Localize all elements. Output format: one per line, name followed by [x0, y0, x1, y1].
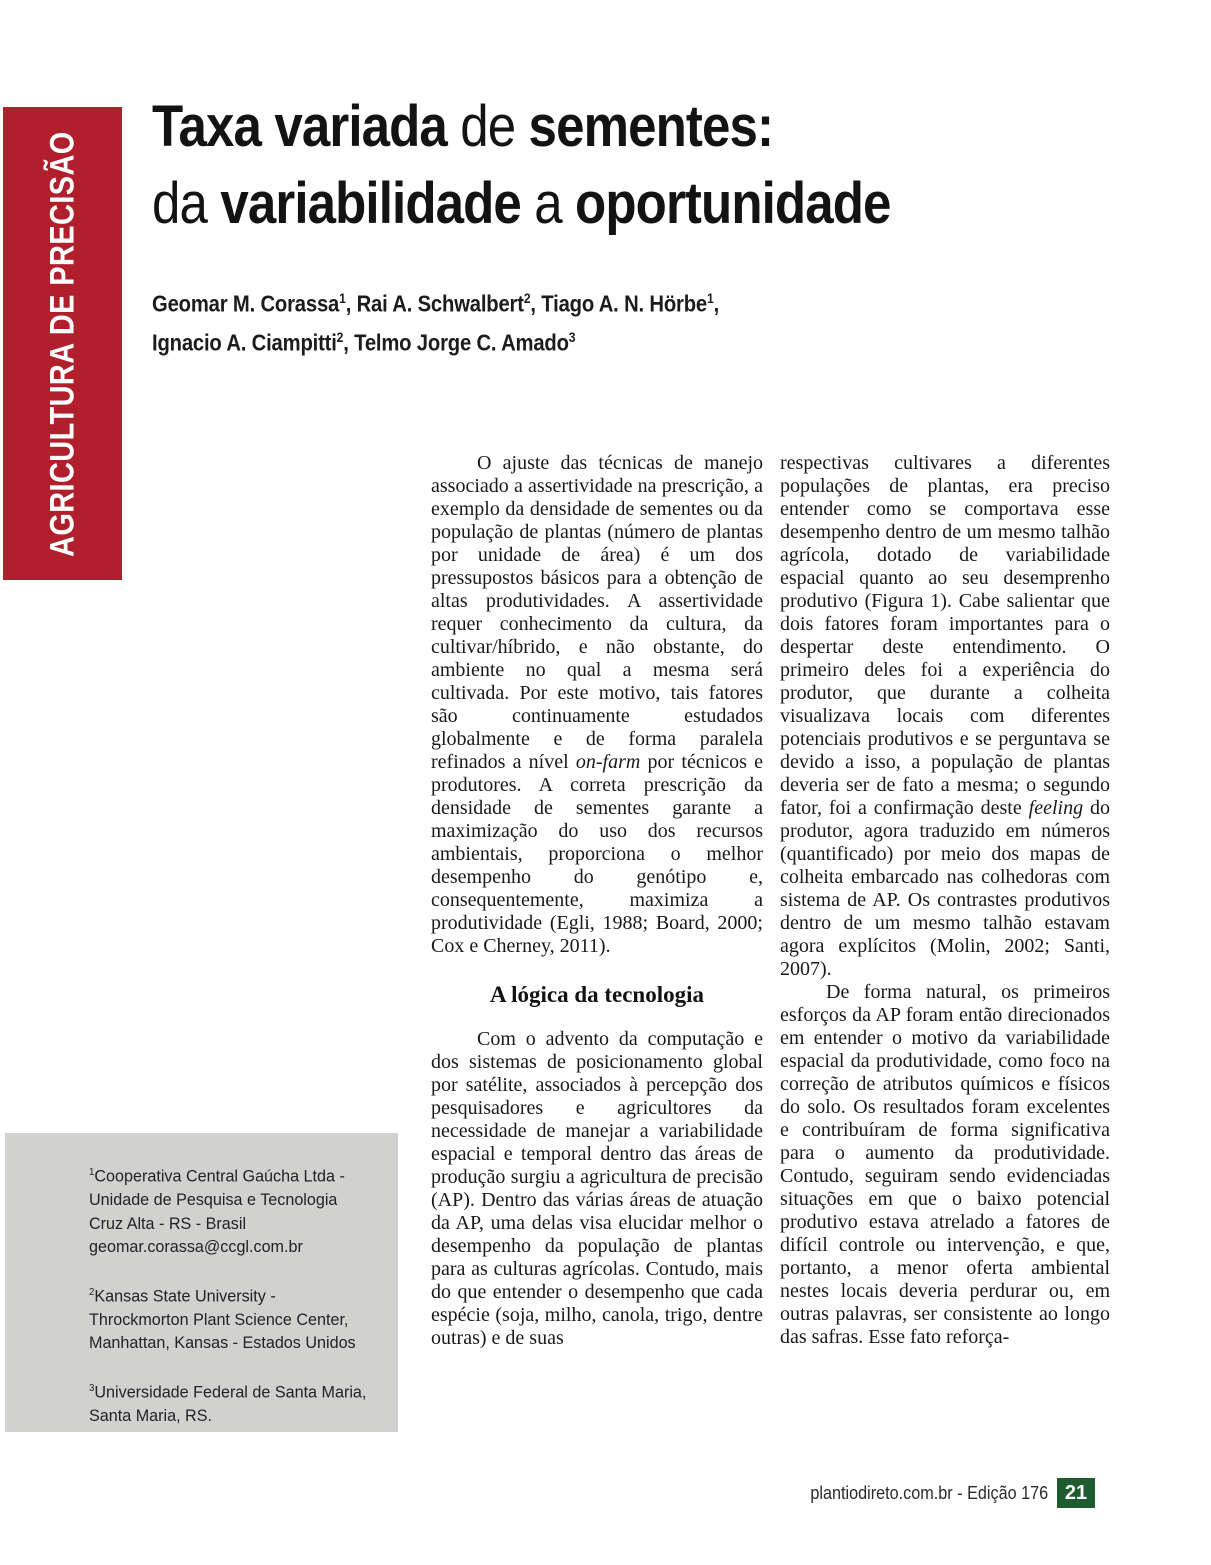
category-banner — [3, 107, 122, 580]
affiliation-line: Unidade de Pesquisa e Tecnologia — [89, 1190, 338, 1210]
text-run: , Tiago A. N. Hörbe — [530, 290, 708, 317]
text-run: O ajuste das técnicas de manejo associado a assertividade na prescrição, a exemplo da densidade de sementes ou da população de plantas (número de plantas por unidade de área) é um dos pressupostos básicos para a obtenção de altas produtividades. A assertividade requer conhecimento da cultura, da cultivar/híbrido, e não obstante, do ambiente no qual a mesma será cultivada. Por este motivo, tais fatores são continuamente estudados globalmente e de forma paralela refinados a nível — [431, 452, 763, 773]
text-run: sementes: — [528, 94, 774, 159]
text-run: 3 — [568, 329, 576, 345]
affiliation-line: Cruz Alta - RS - Brasil — [89, 1213, 247, 1233]
category-label-text: AGRICULTURA DE PRECISÃO — [43, 130, 81, 557]
affiliation-superscript: 1 — [89, 1167, 95, 1178]
affiliation-item — [89, 1281, 365, 1355]
affiliations-box — [5, 1133, 398, 1432]
body-paragraph — [431, 1028, 763, 1350]
category-label — [3, 107, 122, 580]
text-run: Geomar M. Corassa — [152, 290, 340, 317]
affiliation-line: Cooperativa Central Gaúcha Ltda - — [94, 1166, 345, 1186]
body-paragraph — [780, 981, 1110, 1349]
text-run: respectivas cultivares a diferentes populações de plantas, era preciso entender como se comportava esse desempenho dentro de um mesmo talhão agrícola, dotado de variabilidade espacial quanto ao seu desemprenho produtivo (Figura 1). Cabe salientar que dois fatores foram importantes para o despertar deste entendimento. O primeiro deles foi a experiência do produtor, que durante a colheita visualizava locais com diferentes potenciais produtivos e se perguntava se devido a isso, a população de plantas deveria ser de fato a mesma; o segundo fator, foi a confirmação deste — [780, 452, 1110, 819]
text-run: variabilidade — [220, 171, 535, 236]
affiliation-superscript: 3 — [89, 1382, 95, 1394]
text-run: a — [534, 171, 576, 236]
body-paragraph — [431, 452, 763, 958]
text-run: 2 — [336, 329, 344, 345]
affiliation-line: geomar.corassa@ccgl.com.br — [89, 1237, 303, 1257]
text-run: da — [152, 171, 221, 236]
authors-line — [152, 282, 796, 359]
affiliation-line: Throckmorton Plant Science Center, — [89, 1309, 349, 1329]
text-run: , Telmo Jorge C. Amado — [343, 329, 569, 356]
text-run: Taxa variada — [152, 94, 461, 159]
affiliation-item — [89, 1161, 365, 1259]
body-column-left — [431, 452, 763, 1350]
text-run: 1 — [707, 291, 714, 306]
affiliation-line: Universidade Federal de Santa Maria, — [94, 1382, 367, 1402]
title-line — [152, 165, 891, 242]
affiliation-line: Manhattan, Kansas - Estados Unidos — [89, 1333, 356, 1353]
text-run: do produtor, agora traduzido em números (quantificado) por meio dos mapas de colheita embarcado nas colhedoras com sistema de AP. Os contrastes produtivos dentro de um mesmo talhão estavam agora explícitos (Molin, 2002; Santi, 2007). — [780, 797, 1110, 980]
section-heading: A lógica da tecnologia — [489, 982, 705, 1007]
text-run: feeling — [1028, 797, 1084, 819]
text-run: por técnicos e produtores. A correta prescrição da densidade de sementes garante a maximização do uso dos recursos ambientais, proporciona o melhor desempenho do genótipo e, consequentemente, maximiza a produtividade (Egli, 1988; Board, 2000; Cox e Cherney, 2011). — [431, 751, 763, 957]
affiliation-superscript: 2 — [89, 1286, 95, 1298]
text-run: Com o advento da computação e dos sistemas de posicionamento global por satélite, associados à percepção dos pesquisadores e agricultores da necessidade de manejar a variabilidade espacial e temporal dentro das áreas de produção surgiu a agricultura de precisão (AP). Dentro das várias áreas de atuação da AP, uma delas visa elucidar melhor o desempenho da população de plantas para as culturas agrícolas. Contudo, mais do que entender o desempenho que cada espécie (soja, milho, canola, trigo, dentre outras) e de suas — [431, 1028, 763, 1349]
article-title — [152, 88, 991, 242]
affiliation-item — [89, 1377, 365, 1428]
page-number-badge: 21 — [1057, 1478, 1095, 1508]
body-column-right — [780, 452, 1110, 1349]
text-run: on-farm — [575, 751, 641, 773]
author-line — [152, 282, 719, 321]
footer-site-edition: plantiodireto.com.br - Edição 176 — [810, 1482, 1048, 1503]
text-run: Ignacio A. Ciampitti — [152, 329, 337, 356]
affiliation-line: Santa Maria, RS. — [89, 1405, 212, 1425]
text-run: 1 — [339, 291, 346, 306]
body-paragraph — [780, 452, 1110, 981]
text-run: 2 — [523, 291, 531, 306]
text-run: , — [713, 290, 720, 317]
author-line — [152, 321, 719, 360]
affiliation-line: Kansas State University - — [94, 1286, 276, 1306]
title-line — [152, 88, 891, 165]
text-run: De forma natural, os primeiros esforços da AP foram então direcionados em entender o motivo da variabilidade espacial da produtividade, como foco na correção de atributos químicos e físicos do solo. Os resultados foram excelentes e contribuíram de forma significativa para o aumento da produtividade. Contudo, seguiram sendo evidenciadas situações em que o baixo potencial produtivo estava atrelado a fatores de difícil controle ou intervenção, e que, portanto, a menor oferta ambiental nestes locais deveria perdurar ou, em outras palavras, ser consistente ao longo das safras. Esse fato reforça- — [780, 981, 1110, 1348]
text-run: de — [460, 94, 529, 159]
text-run: , Rai A. Schwalbert — [345, 290, 524, 317]
text-run: oportunidade — [575, 171, 891, 236]
page-footer — [784, 1478, 1095, 1508]
